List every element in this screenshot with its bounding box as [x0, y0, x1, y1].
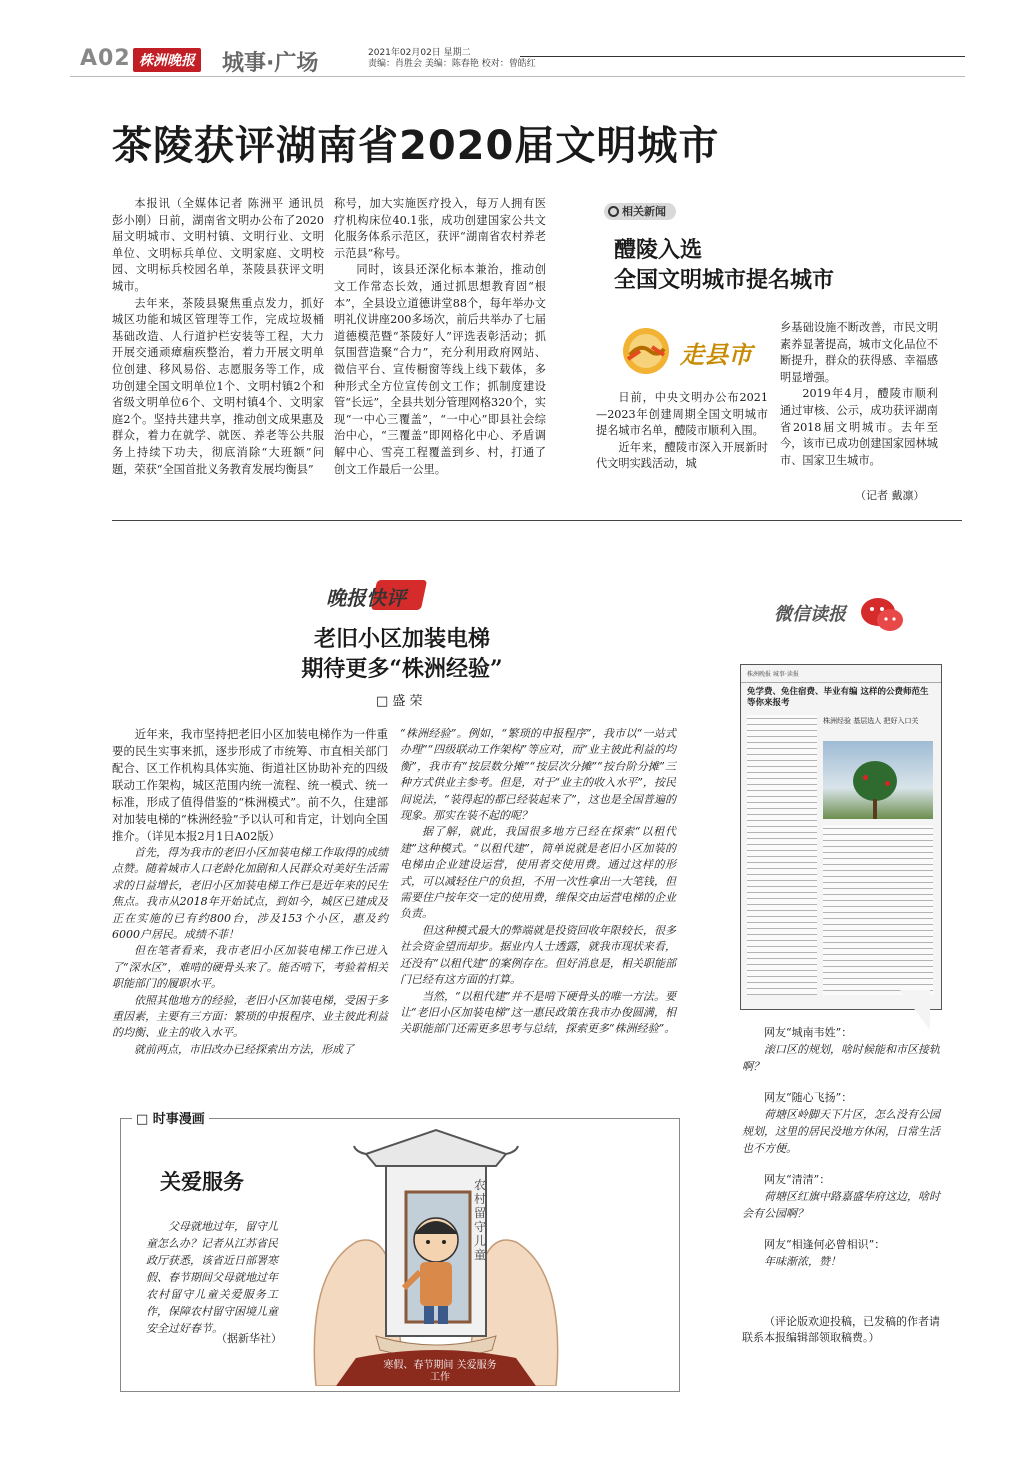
wechat-tag: [774, 600, 846, 626]
wechat-icon: [858, 594, 906, 634]
lead-column-1: [112, 196, 324, 478]
related-column-1: [596, 390, 768, 473]
related-title-line1: 醴陵入选: [614, 237, 703, 263]
phone-photo: [823, 741, 933, 819]
lead-headline: 茶陵获评湖南省2020届文明城市: [112, 123, 720, 169]
lead-paragraph: 本报讯（全媒体记者 陈洲平 通讯员 彭小刚）日前，湖南省文明办公布了2020届文明城市、文明村镇、文明行业、文明单位、文明标兵单位、文明家庭、文明校园、文明标兵校园名单，茶陵县获评文明城市。: [112, 197, 324, 293]
comment-text: 年味渐浓，赞！: [764, 1255, 841, 1268]
related-paragraph: 乡基础设施不断改善，市民文明素养显著提高，城市文化品位不断提升，群众的获得感、幸福感明显增强。: [780, 321, 938, 384]
related-news-tag: [604, 200, 676, 219]
lead-paragraph: 同时，该县还深化标本兼治，推动创文工作常态长效，通过抓思想教育固“根本”，全县设立道德讲堂88个，每年举办文明礼仪讲座200多场次，前后共举办了七届道德模范暨“茶陵好人”评选表彰活动；抓氛围营造聚“合力”，充分利用政府网站、微信平台、宣传橱窗等线上线下载体，多种形式全方位宣传创文工作；抓制度建设管“长远”，全县共划分管理网格320个，实现“一中心三覆盖”，“一中心”即县社会综治中心，“三覆盖”即网格化中心、矛盾调解中心、雪亮工程覆盖到乡、村，打通了创文工作最后一公里。: [334, 263, 546, 476]
sleeve-caption: 寒假、春节期间 关爱服务工作: [383, 1360, 497, 1383]
cartoon-caption: 父母就地过年，留守儿童怎么办？记者从江苏省民政厅获悉，该省近日部署寒假、春节期间父母就地过年农村留守儿童关爱服务工作，保障农村留守困境儿童安全过好春节。: [146, 1220, 278, 1335]
comment-user: 网友“清清”：: [764, 1173, 831, 1186]
banner-text: 晚报快评: [326, 586, 406, 610]
commentary-title-line2: 期待更多“株洲经验”: [301, 656, 503, 682]
related-paragraph: 近年来，醴陵市深入开展新时代文明实践活动，城: [596, 440, 768, 471]
cartoon-source: （据新华社）: [216, 1332, 282, 1345]
comment-text: 荷塘区红旗中路嘉盛华府这边，啥时会有公园啊？: [742, 1190, 940, 1220]
related-tag-label: 相关新闻: [622, 205, 666, 218]
cartoon-drawing: [296, 1122, 576, 1386]
phone-headline: 免学费、免住宿费、毕业有编 这样的公费师范生等你来报考: [747, 687, 929, 708]
phone-header: 株洲晚报 城事·读报: [741, 665, 941, 683]
date-line: 2021年02月02日 星期二: [368, 48, 471, 58]
comment-user: 网友“城南韦姓”：: [764, 1026, 853, 1039]
section-title: 城事·广场: [222, 51, 319, 76]
section-divider: [112, 520, 962, 521]
related-paragraph: 2019年4月，醴陵市顺利通过审核、公示，成功获评湖南省2018届文明城市。去年至今，该市已成功创建国家园林城市、国家卫生城市。: [780, 387, 938, 467]
lead-column-2: [334, 196, 546, 478]
comment-text: 荷塘区岭脚天下片区，怎么没有公园规划，这里的居民没地方休闲，日常生活也不方便。: [742, 1108, 940, 1155]
phone-screenshot: [740, 664, 942, 1010]
page-number: A02: [80, 46, 131, 71]
commentary-body: [112, 845, 388, 1058]
county-logo-text: 走县市: [680, 341, 752, 369]
commentary-paragraph: 就前两点，市旧改办已经探索出方法，形成了: [134, 1042, 354, 1056]
commentary-column-2: [400, 726, 676, 1038]
cartoon-title: 关爱服务: [160, 1169, 244, 1194]
quick-comment-banner: [326, 578, 476, 614]
related-paragraph: 日前，中央文明办公布2021—2023年创建周期全国文明城市提名城市名单，醴陵市顺利入围。: [596, 391, 768, 438]
house-sign: 农村留守儿童: [474, 1178, 487, 1262]
newspaper-brand: 株洲晚报: [133, 48, 201, 72]
header-underline: [70, 76, 965, 77]
phone-subhead: 株洲经验 基层选人 把好入口关: [823, 717, 919, 725]
commentary-paragraph: 但在笔者看来，我市老旧小区加装电梯工作已进入了“深水区”，难啃的硬骨头来了。能否啃下，考验着相关职能部门的履职水平。: [112, 944, 388, 991]
lead-paragraph: 去年来，茶陵县聚焦重点发力，抓好城区功能和城区管理等工作，完成垃圾桶基础改造、人行道护栏安装等工程，大力开展交通顽瘴痼疾整治，着力开展文明单位创建、移风易俗、志愿服务等工作，成功创建全国文明单位1个、文明村镇2个和省级文明单位6个、文明村镇4个、文明家庭2个。坚持共建共享，推动创文成果惠及群众，着力在就学、就医、养老等公共服务上持续下功夫，彻底消除“大班额”问题，荣获“全国首批义务教育发展均衡县”: [112, 296, 324, 476]
staff-line: 责编：肖胜会 美编：陈春艳 校对：曾皓红: [368, 59, 536, 69]
commentary-author: □ 盛 荣: [376, 694, 423, 709]
commentary-intro: 近年来，我市坚持把老旧小区加装电梯作为一件重要的民生实事来抓，逐步形成了市统筹、市直相关部门配合、区工作机构具体实施、街道社区协助补充的四级联动工作架构，城区范围内统一流程、统一模式、统一标准，形成了值得借鉴的“株洲模式”。前不久，住建部对加装电梯的“株洲经验”予以认可和肯定，计划向全国推介。（详见本报2月1日A02版）: [112, 727, 388, 843]
county-logo: [610, 325, 790, 377]
related-title-line2: 全国文明城市提名城市: [614, 267, 835, 293]
cartoon-illustration: [296, 1122, 576, 1386]
phone-text-lines: [823, 825, 933, 995]
commentary-paragraph: 当然，“以租代建”并不是啃下硬骨头的唯一方法。要让“老旧小区加装电梯”这一惠民政策在我市办俊圆满，相关职能部门还需更多思考与总结，探索更多“株洲经验”。: [400, 989, 676, 1036]
commentary-paragraph: 依照其他地方的经验，老旧小区加装电梯，受困于多重因素，主要有三方面：繁琐的申报程序、业主彼此利益的均衡、业主的收入水平。: [112, 993, 388, 1040]
related-tag: [604, 203, 676, 220]
comment-text: 滚口区的规划，啥时候能和市区接轨啊？: [742, 1043, 940, 1073]
wechat-tag-label: 微信读报: [774, 604, 846, 625]
search-icon: [608, 206, 619, 217]
reader-comments: [742, 1024, 940, 1270]
commentary-paragraph: 首先，得为我市的老旧小区加装电梯工作取得的成绩点赞。随着城市人口老龄化加剧和人民群众对美好生活需求的日益增长，老旧小区加装电梯工作已是近年来的民生焦点。我市从2018年开始试点，到如今，城区已建成及正在实施的已有约800台，涉及153个小区，惠及约6000户居民。成绩不菲！: [112, 846, 388, 942]
related-byline: （记者 戴凛）: [855, 489, 925, 502]
phone-text-lines: [747, 715, 817, 995]
comment-user: 网友“随心飞扬”：: [764, 1091, 853, 1104]
commentary-paragraph: 但这种模式最大的弊端就是投资回收年限较长，很多社会资金望而却步。据业内人士透露，就我市现状来看，还没有“以租代建”的案例存在。但好消息是，相关职能部门已经有这方面的打算。: [400, 923, 676, 987]
related-column-2: [780, 320, 938, 469]
lead-paragraph: 称号，加大实施医疗投入，每万人拥有医疗机构床位40.1张，成功创建国家公共文化服务体系示范区，获评“湖南省农村养老示范县”称号。: [334, 197, 546, 260]
commentary-paragraph: 据了解，就此，我国很多地方已经在探索“以租代建”这种模式。“以租代建”，简单说就是老旧小区加装的电梯由企业建设运营，使用者交使用费。通过这样的形式，可以减轻住户的负担，不用一次性拿出一大笔钱，但需要住户按年交一定的使用费，维保交由运营电梯的企业负责。: [400, 825, 676, 921]
header-rule: [520, 56, 965, 57]
comment-user: 网友“相逢何必曾相识”：: [764, 1238, 886, 1251]
commentary-title-line1: 老旧小区加装电梯: [313, 626, 490, 652]
commentary-paragraph: “株洲经验”。例如，“繁琐的申报程序”，我市以“一站式办理”“四级联动工作架构”等应对，而“业主彼此利益的均衡”，我市有“按层数分摊”“按层次分摊”“按台阶分摊”三种方式供业主参考。但是，对于“业主的收入水平”，按民间说法，“装得起的都已经装起来了”，这也是全国普遍的现象。那实在装不起的呢？: [400, 727, 676, 823]
commentary-column-1: [112, 726, 388, 1058]
cartoon-tag: □ 时事漫画: [132, 1108, 209, 1127]
submission-note: （评论版欢迎投稿，已发稿的作者请联系本报编辑部领取稿费。）: [742, 1315, 940, 1344]
